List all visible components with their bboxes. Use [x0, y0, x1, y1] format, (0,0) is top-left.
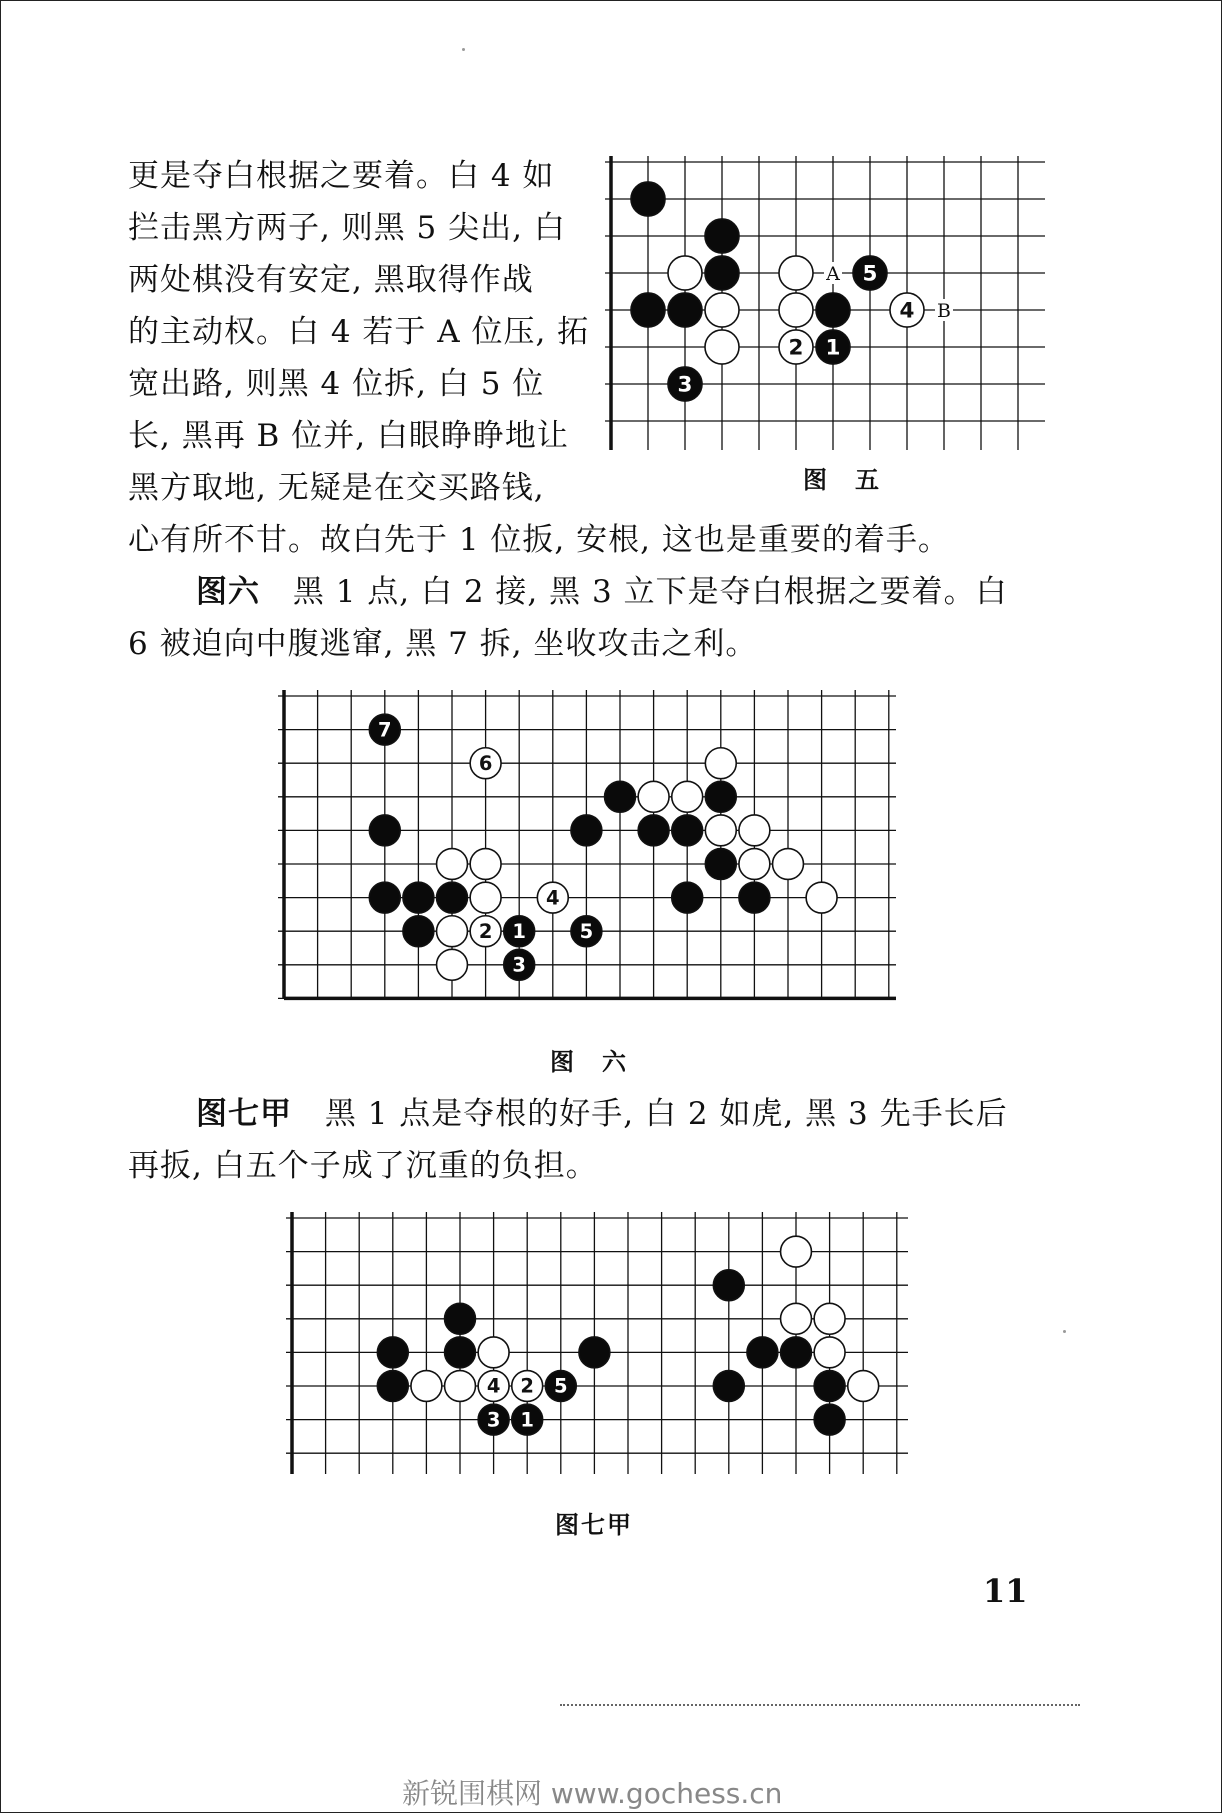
paragraph-line-8: 心有所不甘。故白先于 1 位扳, 安根, 这也是重要的着手。	[128, 522, 950, 558]
black-stone	[672, 882, 703, 913]
white-stone	[814, 1303, 845, 1334]
fig6-heading	[196, 572, 1008, 612]
move-number: 1	[512, 919, 526, 943]
paragraph-line-3: 两处棋没有安定, 黑取得作战	[128, 262, 534, 298]
black-stone	[631, 182, 665, 216]
black-stone	[853, 256, 887, 290]
paragraph-line-4: 的主动权。白 4 若于 A 位压, 拓	[128, 314, 590, 350]
white-stone	[781, 1303, 812, 1334]
black-stone	[545, 1371, 576, 1402]
black-stone	[705, 219, 739, 253]
move-number: 2	[520, 1374, 534, 1398]
move-number: 1	[825, 335, 841, 361]
white-stone	[739, 815, 770, 846]
scan-speck	[462, 48, 465, 51]
paragraph-line-2: 拦击黑方两子, 则黑 5 尖出, 白	[128, 210, 566, 246]
board-letter-mark: A	[826, 263, 840, 285]
paragraph-line-7: 黑方取地, 无疑是在交买路钱,	[128, 470, 545, 506]
white-stone	[470, 916, 501, 947]
move-number: 7	[378, 718, 392, 742]
white-stone	[437, 849, 468, 880]
white-stone	[848, 1371, 879, 1402]
move-number: 6	[478, 751, 493, 775]
black-stone	[512, 1404, 543, 1435]
black-stone	[747, 1337, 778, 1368]
black-stone	[403, 916, 434, 947]
move-number: 3	[486, 1408, 501, 1432]
move-number: 5	[862, 261, 878, 287]
black-stone	[445, 1337, 476, 1368]
page-number: 11	[983, 1572, 1028, 1610]
go-diagram-fig7	[286, 1212, 908, 1474]
white-stone	[478, 1371, 509, 1402]
fig7-label: 图七甲	[196, 1096, 292, 1132]
black-stone	[739, 882, 770, 913]
move-number: 5	[579, 919, 594, 943]
black-stone	[504, 916, 535, 947]
move-number: 4	[546, 886, 560, 910]
caption-fig6: 图 六	[550, 1047, 628, 1076]
white-stone	[537, 882, 568, 913]
paragraph-line-6: 长, 黑再 B 位并, 白眼睁睁地让	[128, 418, 569, 454]
black-stone	[816, 293, 850, 327]
caption-fig5: 图 五	[803, 465, 881, 494]
move-number: 1	[520, 1408, 534, 1432]
white-stone	[890, 293, 924, 327]
black-stone	[781, 1337, 812, 1368]
black-stone	[713, 1270, 744, 1301]
white-stone	[478, 1337, 509, 1368]
black-stone	[672, 815, 703, 846]
watermark: 新锐围棋网 www.gochess.cn	[402, 1777, 783, 1810]
black-stone	[437, 882, 468, 913]
paragraph-line-1: 更是夺白根据之要着。白 4 如	[128, 158, 555, 194]
black-stone	[377, 1371, 408, 1402]
white-stone	[470, 849, 501, 880]
white-stone	[779, 293, 813, 327]
black-stone	[571, 815, 602, 846]
move-number: 4	[899, 298, 915, 324]
white-stone	[437, 949, 468, 980]
white-stone	[411, 1371, 442, 1402]
board-letter-mark: B	[937, 300, 951, 322]
white-stone	[806, 882, 837, 913]
white-stone	[512, 1371, 543, 1402]
black-stone	[369, 714, 400, 745]
white-stone	[437, 916, 468, 947]
fig6-text-2: 6 被迫向中腹逃窜, 黑 7 拆, 坐收攻击之利。	[128, 626, 758, 662]
black-stone	[814, 1371, 845, 1402]
white-stone	[773, 849, 804, 880]
move-number: 4	[486, 1374, 501, 1398]
black-stone	[705, 781, 736, 812]
white-stone	[638, 781, 669, 812]
move-number: 5	[554, 1374, 568, 1398]
black-stone	[816, 330, 850, 364]
black-stone	[504, 949, 535, 980]
white-stone	[705, 293, 739, 327]
paragraph-line-5: 宽出路, 则黑 4 位拆, 白 5 位	[128, 366, 545, 402]
black-stone	[668, 367, 702, 401]
move-number: 3	[512, 953, 526, 977]
black-stone	[705, 256, 739, 290]
white-stone	[705, 330, 739, 364]
fig7-heading	[196, 1094, 1008, 1134]
black-stone	[605, 781, 636, 812]
white-stone	[705, 815, 736, 846]
go-diagram-fig5	[605, 156, 1045, 450]
scan-artifact-line	[560, 1704, 1080, 1709]
black-stone	[668, 293, 702, 327]
black-stone	[713, 1371, 744, 1402]
white-stone	[705, 748, 736, 779]
white-stone	[470, 882, 501, 913]
black-stone	[377, 1337, 408, 1368]
white-stone	[445, 1371, 476, 1402]
white-stone	[668, 256, 702, 290]
go-diagram-fig6	[278, 690, 896, 1020]
move-number: 2	[478, 919, 493, 943]
white-stone	[672, 781, 703, 812]
black-stone	[369, 815, 400, 846]
white-stone	[779, 330, 813, 364]
white-stone	[739, 849, 770, 880]
black-stone	[579, 1337, 610, 1368]
black-stone	[814, 1404, 845, 1435]
black-stone	[369, 882, 400, 913]
scan-speck	[1063, 1330, 1066, 1333]
move-number: 2	[788, 335, 804, 361]
black-stone	[478, 1404, 509, 1435]
white-stone	[814, 1337, 845, 1368]
black-stone	[403, 882, 434, 913]
move-number: 3	[677, 372, 693, 398]
white-stone	[779, 256, 813, 290]
white-stone	[470, 748, 501, 779]
black-stone	[638, 815, 669, 846]
fig7-text-1: 黑 1 点是夺根的好手, 白 2 如虎, 黑 3 先手长后	[324, 1096, 1008, 1132]
black-stone	[705, 849, 736, 880]
black-stone	[631, 293, 665, 327]
fig7-text-2: 再扳, 白五个子成了沉重的负担。	[128, 1148, 598, 1184]
caption-fig7: 图七甲	[555, 1510, 633, 1539]
fig6-text-1: 黑 1 点, 白 2 接, 黑 3 立下是夺白根据之要着。白	[292, 574, 1008, 610]
black-stone	[571, 916, 602, 947]
fig6-label: 图六	[196, 574, 260, 610]
white-stone	[781, 1236, 812, 1267]
black-stone	[445, 1303, 476, 1334]
